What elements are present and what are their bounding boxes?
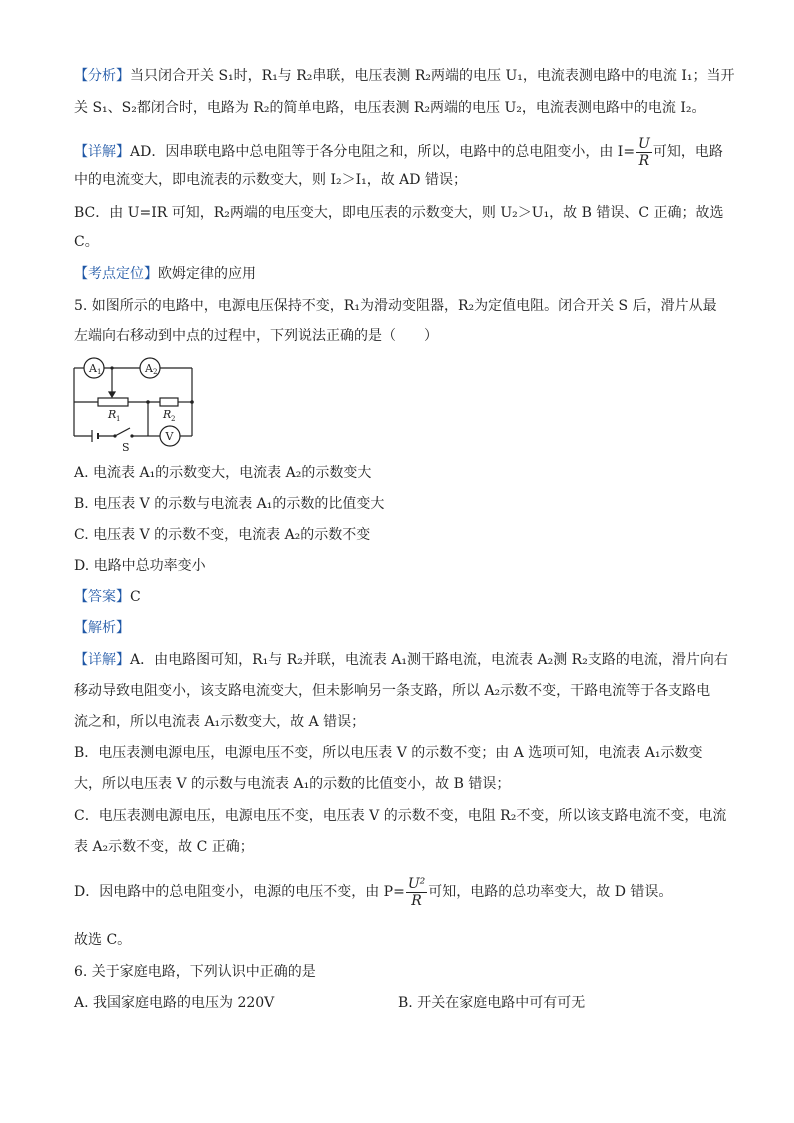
svg-text:1: 1 bbox=[97, 368, 102, 376]
svg-text:1: 1 bbox=[116, 415, 121, 423]
analysis-section-tag: 【解析】 bbox=[74, 620, 130, 636]
svg-text:A: A bbox=[89, 362, 97, 375]
detail-tag: 【详解】 bbox=[74, 144, 130, 160]
analysis-tag: 【分析】 bbox=[74, 68, 130, 84]
detail-line-4: C。 bbox=[74, 234, 99, 250]
q5-option-a: A. 电流表 A₁的示数变大，电流表 A₂的示数变大 bbox=[74, 465, 372, 481]
svg-text:2: 2 bbox=[171, 415, 176, 423]
q5-detail-8-pre: D．因电路中的总电阻变小，电源的电压不变，由 P= bbox=[74, 884, 405, 900]
q5-detail-line-8 bbox=[74, 874, 672, 910]
q5-option-d: D. 电路中总功率变小 bbox=[74, 558, 206, 574]
analysis-text-1: 当只闭合开关 S₁时，R₁与 R₂串联，电压表测 R₂两端的电压 U₁，电流表测电路中的电流 I₁；当开 bbox=[130, 68, 735, 84]
q5-detail-tag: 【详解】 bbox=[74, 652, 130, 668]
analysis-line-1 bbox=[74, 66, 734, 86]
ohm-fraction bbox=[636, 136, 652, 169]
detail-line-3: BC．由 U=IR 可知，R₂两端的电压变大，即电压表的示数变大，则 U₂＞U₁，故 B 错误、C 正确；故选 bbox=[74, 205, 724, 221]
switch-label: S bbox=[122, 441, 130, 454]
r2-label bbox=[162, 408, 175, 423]
knowledge-text: 欧姆定律的应用 bbox=[158, 266, 256, 282]
q6-option-b: B. 开关在家庭电路中可有可无 bbox=[398, 995, 586, 1011]
answer-value: C bbox=[130, 589, 141, 605]
svg-text:R: R bbox=[163, 408, 172, 421]
q5-answer-line bbox=[74, 587, 141, 607]
detail-line-1 bbox=[74, 134, 723, 170]
r1-label bbox=[107, 408, 120, 423]
q5-detail-line-3: 流之和，所以电流表 A₁示数变大，故 A 错误； bbox=[74, 714, 366, 730]
detail-text-post: 可知，电路 bbox=[652, 144, 723, 160]
q5-detail-text-1: A．由电路图可知，R₁与 R₂并联，电流表 A₁测干路电流，电流表 A₂测 R₂支路的电流，滑片向右 bbox=[130, 652, 728, 668]
q5-stem-line-2: 左端向右移动到中点的过程中，下列说法正确的是（ ） bbox=[74, 328, 438, 344]
voltmeter-v bbox=[160, 426, 180, 446]
svg-text:A: A bbox=[145, 362, 153, 375]
q5-option-b: B. 电压表 V 的示数与电流表 A₁的示数的比值变大 bbox=[74, 496, 385, 512]
svg-text:R: R bbox=[108, 408, 117, 421]
power-numerator: U² bbox=[407, 875, 426, 892]
q5-detail-line-5: 大，所以电压表 V 的示数与电流表 A₁的示数的比值变小，故 B 错误； bbox=[74, 776, 511, 792]
analysis-line-2: 关 S₁、S₂都闭合时，电路为 R₂的简单电路，电压表测 R₂两端的电压 U₂，电流表测电路中的电流 I₂。 bbox=[74, 100, 706, 116]
answer-tag: 【答案】 bbox=[74, 589, 130, 605]
q5-conclusion: 故选 C。 bbox=[74, 932, 132, 948]
svg-text:2: 2 bbox=[153, 368, 158, 376]
q5-detail-8-post: 可知，电路的总功率变大，故 D 错误。 bbox=[428, 884, 673, 900]
q5-stem-line-1: 5. 如图所示的电路中，电源电压保持不变，R₁为滑动变阻器，R₂为定值电阻。闭合开关 S 后，滑片从最 bbox=[74, 298, 717, 314]
q6-option-a: A. 我国家庭电路的电压为 220V bbox=[74, 995, 275, 1011]
q5-detail-line-6: C．电压表测电源电压，电源电压不变，电压表 V 的示数不变，电阻 R₂不变，所以该支路电流不变，电流 bbox=[74, 808, 727, 824]
q5-detail-line-4: B．电压表测电源电压，电源电压不变，所以电压表 V 的示数不变；由 A 选项可知，电流表 A₁示数变 bbox=[74, 745, 703, 761]
q5-detail-line-2: 移动导致电阻变小，该支路电流变大，但未影响另一条支路，所以 A₂示数不变，干路电流等于各支路电 bbox=[74, 683, 711, 699]
ammeter-a2 bbox=[140, 358, 160, 378]
circuit-diagram bbox=[70, 354, 200, 454]
knowledge-tag: 【考点定位】 bbox=[74, 266, 158, 282]
fraction-denominator: R bbox=[638, 152, 650, 169]
r1-resistor bbox=[98, 398, 128, 406]
svg-text:V: V bbox=[165, 430, 174, 443]
detail-text-pre: AD．因串联电路中总电阻等于各分电阻之和，所以，电路中的总电阻变小，由 I= bbox=[130, 144, 636, 160]
power-denominator: R bbox=[411, 892, 422, 909]
q5-analysis-tag-line bbox=[74, 618, 130, 638]
r2-resistor bbox=[160, 398, 178, 406]
q6-stem: 6. 关于家庭电路，下列认识中正确的是 bbox=[74, 964, 316, 980]
q5-detail-line-7: 表 A₂示数不变，故 C 正确； bbox=[74, 839, 254, 855]
fraction-numerator: U bbox=[638, 135, 650, 152]
knowledge-point-line bbox=[74, 264, 256, 284]
detail-line-2: 中的电流变大，即电流表的示数变大，则 I₂＞I₁，故 AD 错误； bbox=[74, 172, 467, 188]
q5-detail-line-1 bbox=[74, 650, 728, 670]
power-fraction bbox=[406, 876, 427, 909]
q5-option-c: C. 电压表 V 的示数不变，电流表 A₂的示数不变 bbox=[74, 527, 371, 543]
ammeter-a1 bbox=[84, 358, 104, 378]
